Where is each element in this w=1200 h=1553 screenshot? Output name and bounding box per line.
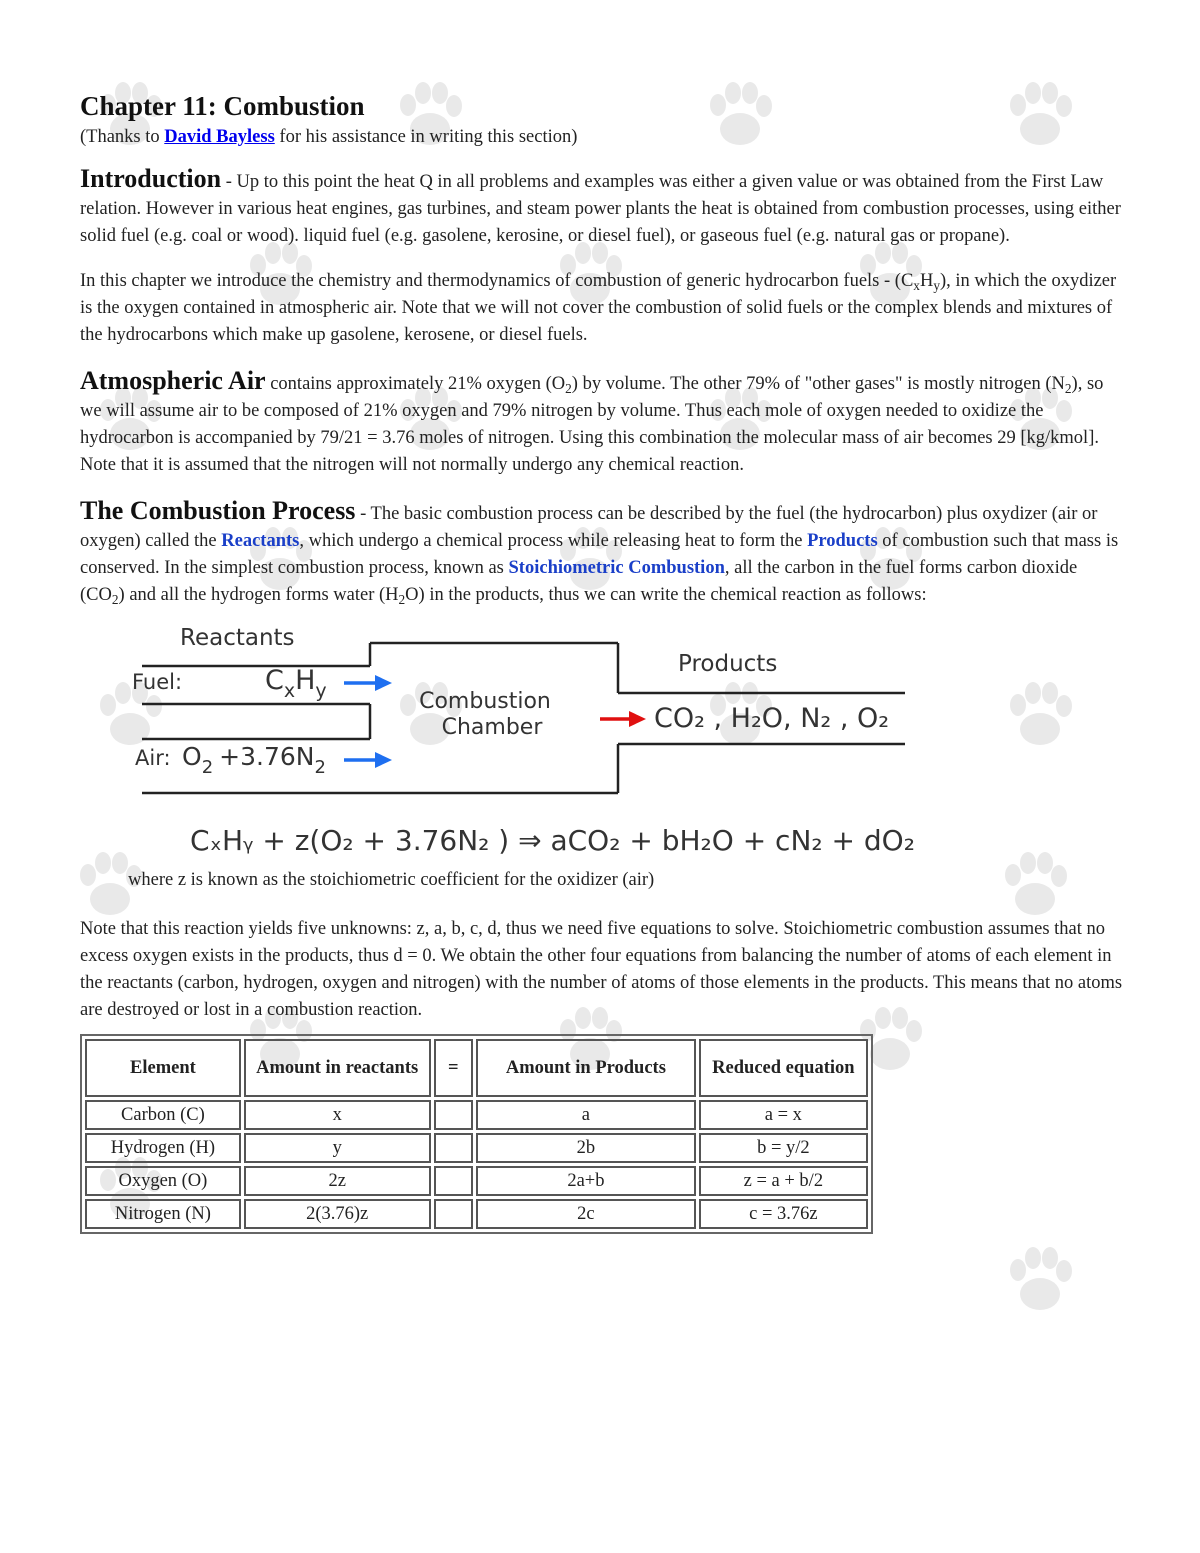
fuel-formula: $C_xH_y$ bbox=[265, 665, 327, 702]
keyword-stoichiometric-combustion: Stoichiometric Combustion bbox=[508, 558, 725, 578]
table-row bbox=[85, 1166, 868, 1196]
process-paragraph bbox=[80, 497, 1125, 609]
process-text-a: - The basic combustion process can be described by the fuel (the hydrocarbon) plus oxydizer (air or oxygen) called the bbox=[80, 504, 1098, 551]
cell-products: 2a+b bbox=[476, 1166, 696, 1196]
products-formula: CO₂ , H₂O, N₂ , O₂ bbox=[654, 703, 890, 734]
section-heading-atmospheric-air: Atmospheric Air bbox=[80, 366, 266, 395]
cell-reduced: a = x bbox=[699, 1100, 868, 1130]
author-link[interactable]: David Bayless bbox=[164, 127, 275, 147]
label-air: Air: bbox=[135, 746, 171, 770]
process-text-e: ) and all the hydrogen forms water (H bbox=[118, 585, 399, 605]
table-header-row bbox=[85, 1039, 868, 1097]
combustion-equation: CₓHᵧ + z(O₂ + 3.76N₂ ) ⇒ aCO₂ + bH₂O + cN₂ + dO₂ bbox=[190, 824, 915, 857]
sub-h2o: 2 bbox=[398, 591, 406, 607]
thanks-suffix: for his assistance in writing this section) bbox=[274, 127, 578, 147]
cell-products: 2b bbox=[476, 1133, 696, 1163]
document-body bbox=[80, 88, 1125, 1234]
col-amount-products: Amount in Products bbox=[476, 1039, 696, 1097]
chapter-paragraph bbox=[80, 268, 1125, 349]
label-fuel: Fuel: bbox=[132, 670, 183, 694]
cell-reactants: 2(3.76)z bbox=[244, 1199, 431, 1229]
cell-products: 2c bbox=[476, 1199, 696, 1229]
label-reactants: Reactants bbox=[180, 625, 295, 651]
chamber-label-line1: Combustion bbox=[419, 689, 551, 714]
equation-note: where z is known as the stoichiometric coefficient for the oxidizer (air) bbox=[128, 870, 655, 890]
chapter-text-a: In this chapter we introduce the chemistry and thermodynamics of combustion of generic hydrocarbon fuels - (C bbox=[80, 271, 914, 291]
air-text-a: contains approximately 21% oxygen (O bbox=[265, 374, 566, 394]
intro-text: - Up to this point the heat Q in all problems and examples was either a given value or was obtained from the First Law relation. However in various heat engines, gas turbines, and steam power plants the heat is obtained from combustion processes, using either solid fuel (e.g. coal or wood). liquid fuel (e.g. gasolene, kerosine, or diesel fuel), or gaseous fuel (e.g. natural gas or propane). bbox=[80, 172, 1121, 246]
cell-element: Hydrogen (H) bbox=[85, 1133, 241, 1163]
air-text-c: ), so we will assume air to be composed of 21% oxygen and 79% nitrogen by volume. Thus each mole of oxygen needed to oxidize the hydrocarbon is accompanied by 79/21 = 3.76 moles of nitrogen. Using this combination the molecular mass of air becomes 29 [kg/kmol]. Note that it is assumed that the nitrogen will not normally undergo any chemical reaction. bbox=[80, 374, 1104, 475]
sub-y: y bbox=[933, 277, 940, 293]
label-products: Products bbox=[678, 651, 778, 677]
air-text-b: ) by volume. The other 79% of "other gases" is mostly nitrogen (N bbox=[571, 374, 1065, 394]
blue-arrow-icon bbox=[344, 752, 392, 768]
cell-element: Carbon (C) bbox=[85, 1100, 241, 1130]
chapter-text-e: ), in which the oxydizer is the oxygen contained in atmospheric air. Note that we will not cover the combustion of solid fuels or the complex blends and mixtures of the hydrocarbons which make up gasolene, kerosene, or diesel fuels. bbox=[80, 271, 1117, 345]
red-arrow-icon bbox=[600, 711, 646, 727]
keyword-products: Products bbox=[807, 531, 878, 551]
process-text-c: of combustion such that mass is conserved. In the simplest combustion process, known as bbox=[80, 531, 1119, 578]
air-formula: $O_2 +3.76N_2$ bbox=[182, 742, 326, 778]
blue-arrow-icon bbox=[344, 675, 392, 691]
page-title: Chapter 11: Combustion bbox=[80, 91, 365, 121]
cell-reduced: z = a + b/2 bbox=[699, 1166, 868, 1196]
acknowledgement bbox=[80, 124, 1125, 151]
atom-balance-table bbox=[80, 1034, 873, 1234]
table-row bbox=[85, 1133, 868, 1163]
cell-element: Oxygen (O) bbox=[85, 1166, 241, 1196]
table-row bbox=[85, 1100, 868, 1130]
sub-n2: 2 bbox=[1064, 380, 1072, 396]
cell-equals bbox=[434, 1166, 473, 1196]
col-equals: = bbox=[434, 1039, 473, 1097]
sub-o2: 2 bbox=[565, 380, 572, 396]
cell-equals bbox=[434, 1133, 473, 1163]
col-amount-reactants: Amount in reactants bbox=[244, 1039, 431, 1097]
sub-co2: 2 bbox=[111, 591, 119, 607]
col-reduced-equation: Reduced equation bbox=[699, 1039, 868, 1097]
cell-reactants: y bbox=[244, 1133, 431, 1163]
cell-equals bbox=[434, 1100, 473, 1130]
cell-equals bbox=[434, 1199, 473, 1229]
table-row bbox=[85, 1199, 868, 1229]
keyword-reactants: Reactants bbox=[221, 531, 300, 551]
cell-reactants: 2z bbox=[244, 1166, 431, 1196]
process-text-b: , which undergo a chemical process while releasing heat to form the bbox=[299, 531, 808, 551]
combustion-chamber-diagram bbox=[130, 623, 910, 803]
chamber-label-line2: Chamber bbox=[441, 715, 543, 740]
air-paragraph bbox=[80, 367, 1125, 479]
process-text-d: , all the carbon in the fuel forms carbon dioxide (CO bbox=[80, 558, 1078, 605]
chapter-text-c: H bbox=[919, 271, 934, 291]
process-text-f: O) in the products, thus we can write the chemical reaction as follows: bbox=[405, 585, 927, 605]
col-element: Element bbox=[85, 1039, 241, 1097]
note-paragraph: Note that this reaction yields five unknowns: z, a, b, c, d, thus we need five equations to solve. Stoichiometric combustion assumes that no excess oxygen exists in the products, thus d = 0. We obtain the other four equations from balancing the number of atoms of each element in the reactants (carbon, hydrogen, oxygen and nitrogen) with the number of atoms of those elements in the products. This means that no atoms are destroyed or lost in a combustion reaction. bbox=[80, 919, 1123, 1020]
sub-x: x bbox=[913, 277, 920, 293]
section-heading-introduction: Introduction bbox=[80, 164, 222, 193]
cell-reactants: x bbox=[244, 1100, 431, 1130]
cell-reduced: b = y/2 bbox=[699, 1133, 868, 1163]
cell-element: Nitrogen (N) bbox=[85, 1199, 241, 1229]
cell-products: a bbox=[476, 1100, 696, 1130]
section-heading-combustion-process: The Combustion Process bbox=[80, 496, 356, 525]
intro-paragraph bbox=[80, 165, 1125, 250]
cell-reduced: c = 3.76z bbox=[699, 1199, 868, 1229]
thanks-prefix: (Thanks to bbox=[80, 127, 165, 147]
